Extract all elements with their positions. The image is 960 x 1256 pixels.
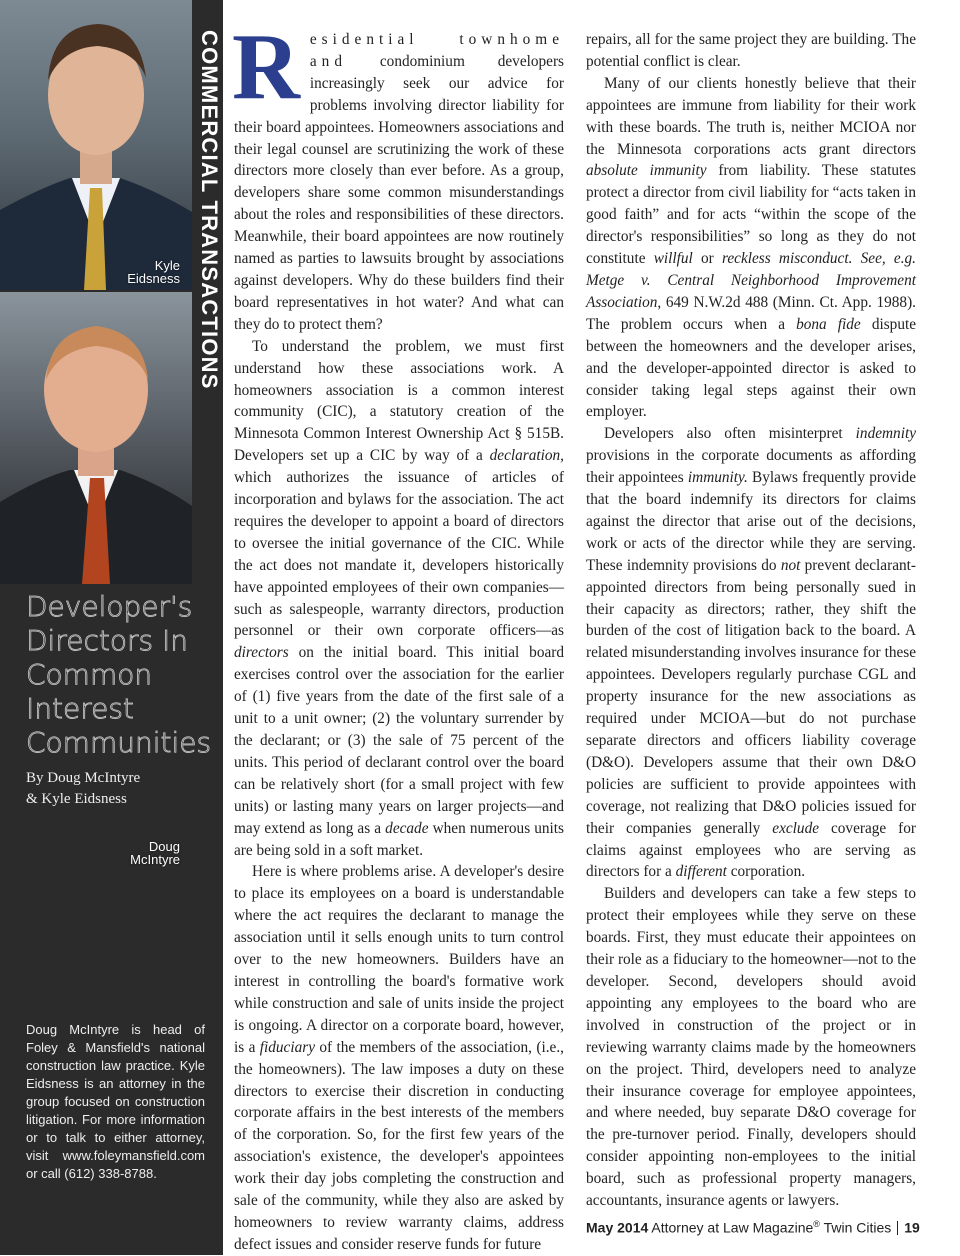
paragraph-steps: Builders and developers can take a few steps to protect their employees while they serve on these boards. First, they must educate their appointees on their role as a fiduciary to the homeowner—not to the developer. Second, developers should avoid appointing any employees to the board who are involved in construction of the project or in reviewing warranty claims made by the homeowners on the project. Third, developers need to analyze their insurance coverage for employee appointees, and where needed, buy separate D&O coverage for the pre-turnover period. Finally, developers should consider appointing non-employees to the initial board, such as professional property managers, accountants, insurance agents or lawyers. (586, 885, 916, 1210)
paragraph-indemnity: Developers also often misinterpret indemnity provisions in the corporate documents as affording their appointees immunity. Bylaws frequently provide that the board indemnify its directors for claims against the director that arise out of the decisions, work or acts of the director while they are serving. These indemnity provisions do not prevent declarant-appointed directors from being personally sued in their capacity as directors; rather, they shift the burden of the cost of litigation back to the board. A related misunderstanding involves insurance for these appointees. Developers regularly purchase CGL and property insurance for the new associations as required under MCIOA—but do not purchase separate directors and officers liability coverage (D&O). Developers assume that their own D&O policies are sufficient to provide appointees with coverage, not realizing that D&O policies issued for their companies generally exclude coverage for claims against employees who are serving as directors for a different corporation. (586, 425, 917, 881)
article-column-right (586, 29, 916, 1212)
paragraph-immunity: Many of our clients honestly believe that their appointees are immune from liability for their work with these boards. The truth is, neither MCIOA nor the Minnesota corporations acts grant directors absolute immunity from liability. These statutes protect a director from civil liability for “acts taken in good faith” and for acts “within the scope of the director's responsibilities” so long as they do not constitute willful or reckless misconduct. See, e.g. Metge v. Central Neighborhood Improvement Association, 649 N.W.2d 488 (Minn. Ct. App. 1988). The problem occurs when a bona fide dispute between the homeowners and the developer arises, and the developer-appointed director is asked to consider taking legal steps against their own employer. (586, 74, 917, 421)
author-sidebar (0, 0, 223, 1255)
footer-edition: Twin Cities (823, 1219, 892, 1236)
footer-issue: May 2014 (586, 1219, 649, 1236)
byline: By Doug McIntyre & Kyle Eidsness (26, 770, 141, 807)
page-number: 19 (904, 1219, 920, 1236)
photo-caption-doug: Doug McIntyre (130, 839, 180, 867)
paragraph-intro: Residential townhome and condominium developers increasingly seek our advice for problems involving director liability for their board appointees. Homeowners associations and their legal counsel are scrutinizing the work of these directors more closely than ever before. As a group, developers share some common misunderstandings about the roles and responsibilities of these directors. Meanwhile, their board appointees are now routinely named as parties to lawsuits brought by associations against developers. Why do these builders find their board representatives in hot water? And what can they do to protect them? (232, 15, 564, 333)
section-label: COMMERCIAL TRANSACTIONS (197, 30, 222, 390)
drop-cap: R (232, 15, 300, 119)
paragraph-problems: Here is where problems arise. A developer's desire to place its employees on a board is understandable where the act requires the declarant to manage the association until it sells enough units to turn control over to the new homeowners. Builders have an interest in controlling the board's formative work while construction and sale of units inside the project is ongoing. A director on a corporate board, however, is a fiduciary of the members of the association, (i.e., the homeowners). The law imposes a duty on these directors to exercise their discretion in conducting corporate affairs in the best interests of the members of the corporation. So, for the first few years of the association's existence, the developer's appointees work their day jobs completing the construction and sale of the community, while they also are asked by homeowners to review warranty claims, address defect issues and consider reserve funds for future (234, 863, 564, 1253)
photo-caption-kyle: Kyle Eidsness (127, 258, 180, 286)
page-footer (586, 1219, 920, 1236)
article-column-left (232, 15, 565, 1256)
portrait-kyle-image (0, 0, 192, 290)
portrait-doug-image (0, 292, 192, 584)
footer-registered-mark: ® (813, 1219, 820, 1229)
article-title: Developer's Directors In Common Interest Communities (26, 590, 212, 759)
paragraph-associations: To understand the problem, we must first understand how these associations work. A homeowners association is a common interest community (CIC), a statutory creation of the Minnesota Common Interest Ownership Act § 515B. Developers set up a CIC by way of a declaration, which authorizes the issuance of articles of incorporation and bylaws for the association. The act requires the developer to appoint a board of directors to oversee the initial governance of the CIC. While the act does not mandate it, developers historically have appointed employees of their own companies—such as salespeople, warranty directors, production personnel or their own corporate officers—as directors on the initial board. This initial board exercises control over the association for the earlier of (1) five years from the date of the first sale of a unit to a unit owner; (2) the voluntary surrender by the declarant; or (3) the sale of 75 percent of the units. This period of declarant control over the board can be relatively short (for a small project with few units) or lasting many years on larger projects—and may extend as long as a decade when numerous units are being sold in a soft market. (234, 337, 565, 859)
paragraph-problems-continued: repairs, all for the same project they are building. The potential conflict is clear. (586, 31, 916, 70)
footer-magazine: Attorney at Law Magazine (651, 1219, 814, 1236)
author-photo-kyle (0, 0, 192, 290)
author-bio: Doug McIntyre is head of Foley & Mansfield's national construction law practice. Kyle Eidsness is an attorney in the group focused on construction litigation. For more information or to talk to either attorney, visit www.foleymansfield.com or call (612) 338-8788. (26, 1022, 205, 1181)
footer-divider (897, 1221, 898, 1235)
